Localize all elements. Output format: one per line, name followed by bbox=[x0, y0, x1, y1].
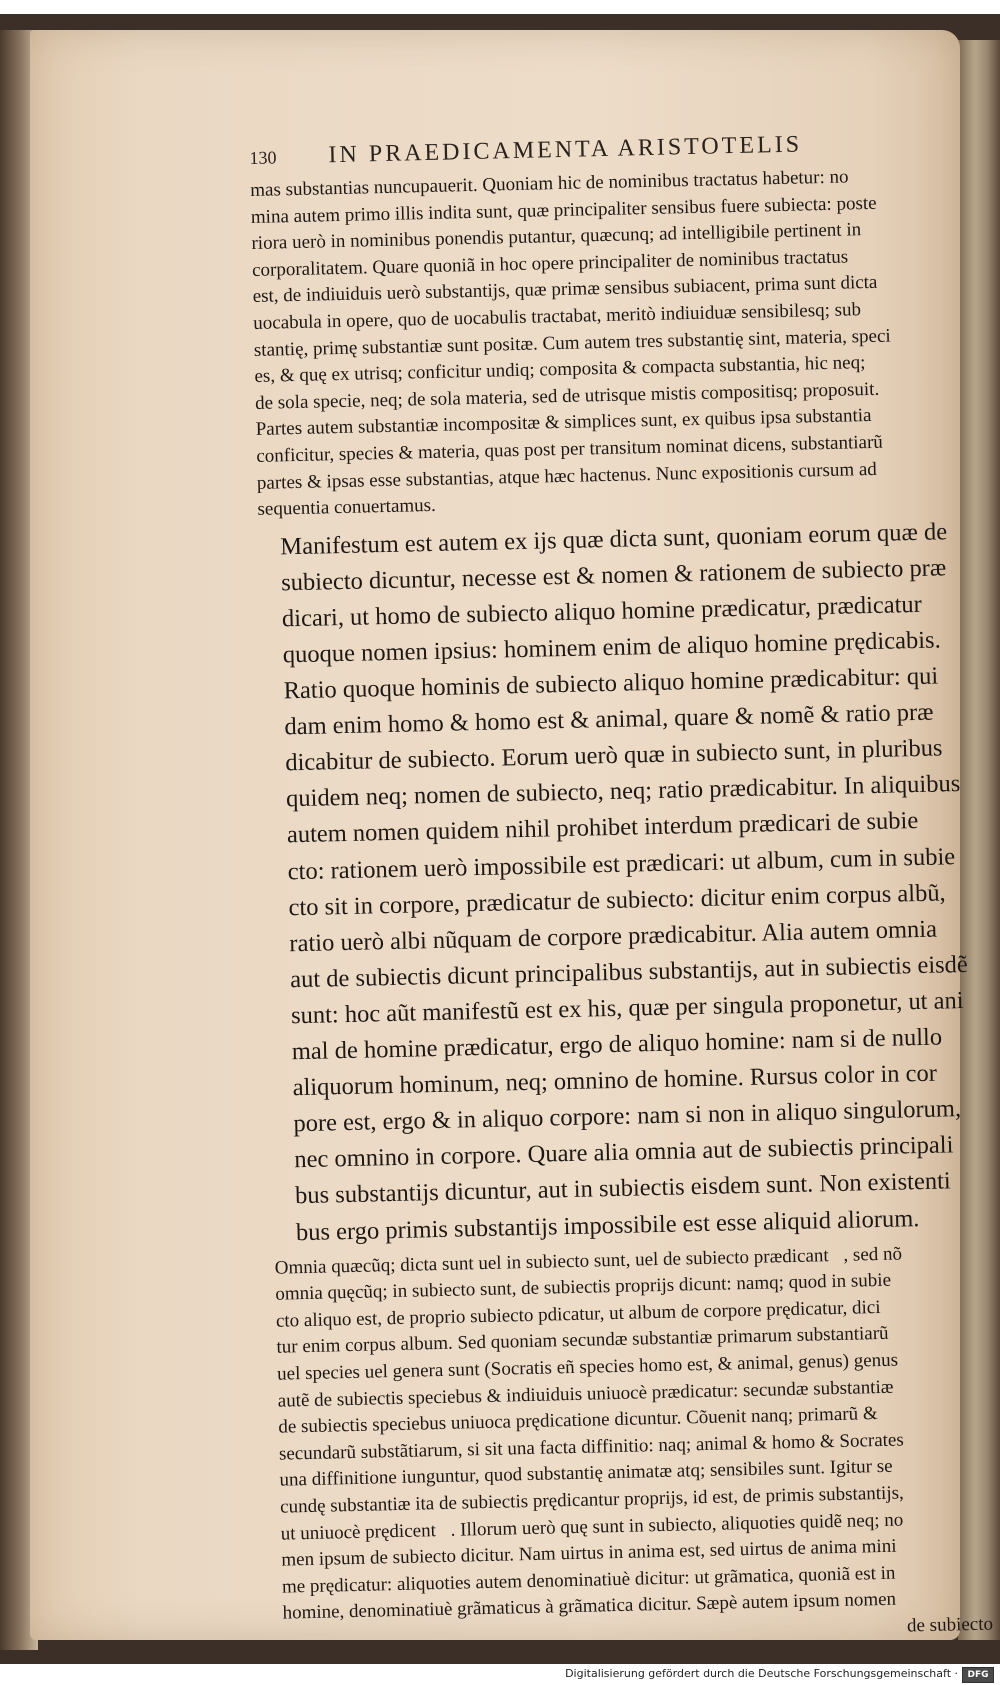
lemma-line: pore est, ergo & in aliquo corpore: nam si non in aliquo singulorum, bbox=[293, 1095, 962, 1138]
lemma-line: quoque nomen ipsius: hominem enim de aliquo homine prędicabis. bbox=[282, 626, 941, 669]
digitization-footer bbox=[0, 1664, 1000, 1685]
commentary-line: me prędicatur: aliquoties autem denominatiuè dicitur: ut grãmatica, quoniã est in bbox=[281, 1562, 896, 1598]
lemma-line: mal de homine prædicatur, ergo de aliquo homine: nam si de nullo bbox=[291, 1023, 943, 1066]
commentary-line: cundę substantiæ ita de subiectis prędicantur proprijs, id est, de primis substantijs, bbox=[279, 1482, 904, 1518]
lemma-line: dam enim homo & homo est & animal, quare & nomẽ & ratio præ bbox=[284, 698, 934, 741]
lemma-line: dicabitur de subiecto. Eorum uerò quæ in subiecto sunt, in pluribus bbox=[284, 734, 943, 777]
lemma-line: nec omnino in corpore. Quare alia omnia aut de subiectis principali bbox=[293, 1131, 954, 1174]
commentary-line: es, & quę ex utrisq; conficitur undiq; composita & compacta substantia, hic neq; bbox=[254, 352, 866, 388]
catchword: de subiecto bbox=[906, 1613, 994, 1637]
commentary-line: tur enim corpus album. Sed quoniam secundæ substantiæ primarum substantiarũ bbox=[276, 1323, 889, 1359]
commentary-line: est, de indiuiduis uerò substantijs, quæ primæ sensibus subiacent, prima sunt dicta bbox=[252, 272, 878, 308]
aristotle-lemma bbox=[258, 513, 994, 1251]
commentary-line: homine, denominatiuè grãmaticus à grãmatica dicitur. Sæpè autem ipsum nomen bbox=[282, 1589, 897, 1624]
commentary-line: cto aliquo est, de proprio subiecto pdicatur, ut album de corpore prędicatur, dici bbox=[275, 1296, 881, 1332]
commentary-line: secundarũ substãtiarum, si sit una facta diffinitio: naq; animal & homo & Socrates bbox=[278, 1429, 904, 1465]
commentary-line: Omnia quæcũq; dicta sunt uel in subiecto sunt, uel de subiecto prædicantᷓ, sed nõ bbox=[274, 1243, 903, 1279]
lemma-line: subiecto dicuntur, necesse est & nomen & rationem de subiecto præ bbox=[280, 554, 947, 597]
commentary-line: mina autem primo illis indita sunt, quæ principaliter sensibus fuere subiecta: poste bbox=[250, 192, 877, 228]
commentary-line: men ipsum de subiecto dicitur. Nam uirtus in anima est, sed uirtus de anima mini bbox=[281, 1535, 897, 1571]
dfg-logo: DFG bbox=[962, 1667, 994, 1683]
funding-credit: Digitalisierung gefördert durch die Deutsche Forschungsgemeinschaft · bbox=[565, 1667, 958, 1680]
commentary-line: ut uniuocè prędicentᷓ. Illorum uerò quę sunt in subiecto, aliquoties quidẽ neq; no bbox=[280, 1509, 904, 1545]
commentary-line: sequentia conuertamus. bbox=[257, 494, 437, 521]
commentary-line: riora uerò in nominibus ponendis putantur, quæcunq; ad intelligibile pertinent in bbox=[251, 219, 862, 255]
text-block bbox=[249, 131, 1000, 1654]
commentary-line: de subiectis speciebus uniuoca prędicatione dicuntur. Cõuenit nanq; primarũ & bbox=[278, 1403, 878, 1438]
commentary-line: de sola specie, neq; de sola materia, sed de utrisque mistis compositisq; proposuit. bbox=[254, 378, 880, 414]
commentary-line: corporalitatem. Quare quoniã in hoc opere principaliter de nominibus tractatus bbox=[251, 246, 849, 281]
commentary-line: mas substantias nuncupauerit. Quoniam hic de nominibus tractatus habetur: no bbox=[250, 166, 849, 201]
commentary-line: uocabula in opere, quo de uocabulis tractabat, meritò indiuiduæ sensibilesq; sub bbox=[253, 299, 862, 334]
commentary-top bbox=[250, 162, 978, 524]
lemma-line: bus ergo primis substantijs impossibile est esse aliquid aliorum. bbox=[295, 1204, 920, 1246]
commentary-line: conficitur, species & materia, quas post per transitum nominat dicens, substantiarũ bbox=[256, 431, 884, 467]
lemma-line: bus substantijs dicuntur, aut in subiectis eisdem sunt. Non existenti bbox=[294, 1167, 951, 1210]
lemma-line: ratio uerò albi nũquam de corpore prædicabitur. Alia autem omnia bbox=[289, 915, 938, 958]
commentary-line: omnia quęcũq; in subiecto sunt, de subiectis proprijs dicunt: namq; quod in subie bbox=[275, 1269, 892, 1305]
lemma-line: quidem neq; nomen de subiecto, neq; ratio prædicabitur. In aliquibus bbox=[285, 770, 961, 813]
lemma-line: Manifestum est autem ex ijs quæ dicta sunt, quoniam eorum quæ de bbox=[280, 517, 948, 561]
lemma-line: cto: rationem uerò impossibile est prædicari: ut album, cum in subie bbox=[287, 842, 956, 885]
commentary-line: Partes autem substantiæ incompositæ & simplices sunt, ex quibus ipsa substantia bbox=[255, 405, 872, 441]
commentary-line: uel species uel genera sunt (Socratis eñ species homo est, & animal, genus) genus bbox=[276, 1349, 899, 1385]
commentary-line: autẽ de subiectis speciebus & indiuiduis uniuocè prædicatur: secundæ substantiæ bbox=[277, 1376, 894, 1412]
commentary-line: una diffinitione iunguntur, quod substantię animatæ atq; sensibiles sunt. Igitur se bbox=[279, 1456, 893, 1492]
lemma-line: aliquorum hominum, neq; omnino de homine. Rursus color in cor bbox=[292, 1059, 938, 1102]
lemma-line: dicari, ut homo de subiecto aliquo homine prædicatur, prædicatur bbox=[281, 590, 923, 633]
lemma-line: aut de subiectis dicunt principalibus substantijs, aut in subiectis eisdẽ bbox=[289, 950, 969, 994]
lemma-line: autem nomen quidem nihil prohibet interdum prædicari de subie bbox=[286, 807, 919, 849]
commentary-line: stantię, primę substantiæ sunt positæ. Cum autem tres substantię sint, materia, speci bbox=[253, 325, 891, 361]
commentary-bottom bbox=[274, 1239, 1000, 1654]
lemma-line: sunt: hoc aũt manifestũ est ex his, quæ per singula proponetur, ut ani bbox=[290, 986, 964, 1030]
commentary-line: partes & ipsas esse substantias, atque hæc hactenus. Nunc expositionis cursum ad bbox=[256, 458, 878, 494]
lemma-line: cto sit in corpore, prædicatur de subiecto: dicitur enim corpus albũ, bbox=[288, 879, 946, 921]
folio-number: 130 bbox=[249, 147, 277, 169]
running-head-title: IN PRAEDICAMENTA ARISTOTELIS bbox=[328, 131, 803, 169]
lemma-line: Ratio quoque hominis de subiecto aliquo homine prædicabitur: qui bbox=[283, 662, 939, 705]
